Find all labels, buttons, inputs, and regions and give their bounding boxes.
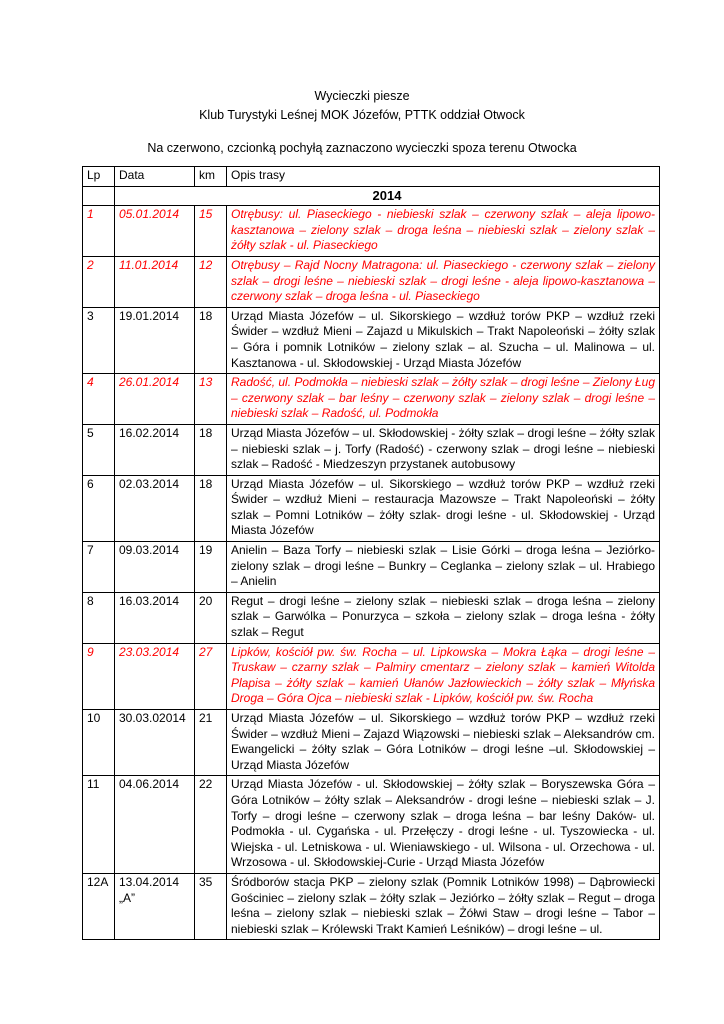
col-header-description: Opis trasy: [227, 167, 660, 187]
row-lp: 8: [83, 592, 115, 643]
table-row: [83, 374, 660, 425]
row-date-value: 02.03.2014: [119, 476, 180, 491]
row-lp: 6: [83, 475, 115, 541]
row-date-value: 19.01.2014: [119, 308, 180, 323]
row-date: [115, 256, 195, 307]
row-lp: 1: [83, 206, 115, 257]
row-date: [115, 424, 195, 475]
row-description: Urząd Miasta Józefów – ul. Sikorskiego – wzdłuż torów PKP – wzdłuż rzeki Świder – wzdłuż Mieni – restauracja Mazowsze – Trakt Napoleoński – żółty szlak – Pomni Lotników – żółty szlak- drogi leśne - ul. Skłodowskiej - Urząd Miasta Józefów: [227, 475, 660, 541]
row-description: Lipków, kościół pw. św. Rocha – ul. Lipkowska – Mokra Łąka – drogi leśne – Truskaw – czarny szlak – Palmiry cmentarz – zielony szlak – kamień Witolda Plapisa – żółty szlak – kamień Ułanów Jazłowieckich – żółty szlak – Młyńska Droga – Góra Ojca – niebieski szlak - Lipków, kościół pw. św. Rocha: [227, 643, 660, 709]
table-row: [83, 475, 660, 541]
row-description: Urząd Miasta Józefów – ul. Skłodowskiej - żółty szlak – drogi leśne – żółty szlak – niebieski szlak – j. Torfy (Radość) - czerwony szlak – drogi leśne – niebieski szlak – Radość - Miedzeszyn przystanek autobusowy: [227, 424, 660, 475]
row-date-value: 09.03.2014: [119, 543, 180, 558]
trips-table: [82, 166, 660, 940]
row-description: Otrębusy: ul. Piaseckiego - niebieski szlak – czerwony szlak – aleja lipowo-kasztanowa – zielony szlak – droga leśna – niebieski szlak – zielony szlak – żółty szlak - ul. Piaseckiego: [227, 206, 660, 257]
row-lp: 12A: [83, 873, 115, 939]
row-date-value: 05.01.2014: [119, 207, 180, 222]
year-label: 2014: [115, 186, 660, 206]
row-date: [115, 307, 195, 373]
document-title: Wycieczki piesze: [314, 89, 410, 103]
row-date-value: 26.01.2014: [119, 375, 180, 390]
row-lp: 9: [83, 643, 115, 709]
row-lp: 3: [83, 307, 115, 373]
year-row: [83, 186, 660, 206]
row-date: [115, 643, 195, 709]
row-km: 27: [195, 643, 227, 709]
row-lp: 5: [83, 424, 115, 475]
row-km: 18: [195, 307, 227, 373]
table-row: [83, 424, 660, 475]
col-header-date: Data: [115, 167, 195, 187]
row-date: [115, 592, 195, 643]
row-lp: 10: [83, 710, 115, 776]
col-header-km: km: [195, 167, 227, 187]
table-row: [83, 256, 660, 307]
club-name: Klub Turystyki Leśnej MOK Józefów, PTTK oddział Otwock: [199, 108, 525, 122]
table-row: [83, 542, 660, 593]
row-date: [115, 542, 195, 593]
table-row: [83, 592, 660, 643]
table-row: [83, 307, 660, 373]
row-description: Śródborów stacja PKP – zielony szlak (Pomnik Lotników 1998) – Dąbrowiecki Gościniec – zielony szlak – żółty szlak – Jeziórko – żółty szlak – Regut – droga leśna – zielony szlak – niebieski szlak – Żółwi Staw – drogi leśne – Tabor – niebieski szlak – Królewski Trakt Kamień Leśników) – drogi leśne – ul.: [227, 873, 660, 939]
row-km: 21: [195, 710, 227, 776]
row-lp: 11: [83, 776, 115, 874]
year-spacer: [83, 186, 115, 206]
row-km: 20: [195, 592, 227, 643]
legend-note: Na czerwono, czcionką pochyłą zaznaczono wycieczki spoza terenu Otwocka: [147, 141, 577, 155]
row-description: Anielin – Baza Torfy – niebieski szlak – Lisie Górki – droga leśna – Jeziórko-zielony szlak – drogi leśne – Bunkry – Ceglanka – zielony szlak – ul. Hrabiego – Anielin: [227, 542, 660, 593]
row-description: Regut – drogi leśne – zielony szlak – niebieski szlak – droga leśna – zielony szlak – Garwólka – Ponurzyca – szkoła – zielony szlak – droga leśna - żółty szlak – Regut: [227, 592, 660, 643]
row-km: 18: [195, 475, 227, 541]
row-date-value: 11.01.2014: [119, 257, 179, 272]
row-date-value: 23.03.2014: [119, 644, 180, 659]
table-header-row: [83, 167, 660, 187]
table-row: [83, 710, 660, 776]
row-date-suffix: „A”: [119, 890, 135, 905]
row-description: Urząd Miasta Józefów – ul. Sikorskiego – wzdłuż torów PKP – wzdłuż rzeki Świder – wzdłuż Mieni – Zajazd u Mikulskich – Trakt Napoleoński – żółty szlak – Góra i pomnik Lotników – zielony szlak – al. Szucha – ul. Malinowa – ul. Kasztanowa - ul. Skłodowskiej - Urząd Miasta Józefów: [227, 307, 660, 373]
row-km: 15: [195, 206, 227, 257]
row-description: Otrębusy – Rajd Nocny Matragona: ul. Piaseckiego - czerwony szlak – zielony szlak – drogi leśne – niebieski szlak – drogi leśne - aleja lipowo-kasztanowa – czerwony szlak – droga leśna - ul. Piaseckiego: [227, 256, 660, 307]
row-description: Radość, ul. Podmokła – niebieski szlak – żółty szlak – drogi leśne – Zielony Ług – czerwony szlak – bar leśny – czerwony szlak – zielony szlak – drogi leśne – niebieski szlak – Radość, ul. Podmokła: [227, 374, 660, 425]
table-row: [83, 873, 660, 939]
row-km: 18: [195, 424, 227, 475]
row-lp: 4: [83, 374, 115, 425]
row-date-value: 16.03.2014: [119, 593, 180, 608]
row-date: [115, 475, 195, 541]
row-km: 19: [195, 542, 227, 593]
row-km: 22: [195, 776, 227, 874]
row-date-value: 13.04.2014: [119, 874, 180, 889]
table-row: [83, 206, 660, 257]
row-date-value: 16.02.2014: [119, 425, 180, 440]
col-header-lp: Lp: [83, 167, 115, 187]
row-date: [115, 374, 195, 425]
row-km: 12: [195, 256, 227, 307]
row-description: Urząd Miasta Józefów - ul. Skłodowskiej – żółty szlak – Boryszewska Góra – Góra Lotników – żółty szlak – Aleksandrów - drogi leśne – niebieski szlak – J. Torfy – drogi leśne – czerwony szlak – droga leśna – bar leśny Daków- ul. Podmokła - ul. Cygańska - ul. Przełęczy - drogi leśne - ul. Tyszowiecka - ul. Wiejska - ul. Letniskowa - ul. Wieniawskiego - ul. Wilsona - ul. Orzechowa - ul. Wrzosowa - ul. Skłodowskiej-Curie - Urząd Miasta Józefów: [227, 776, 660, 874]
row-date-value: 30.03.02014: [119, 711, 186, 725]
row-date: [115, 206, 195, 257]
row-lp: 2: [83, 256, 115, 307]
row-description: Urząd Miasta Józefów – ul. Sikorskiego – wzdłuż torów PKP – wzdłuż rzeki Świder – wzdłuż Mieni – Zajazd Wiązowski – niebieski szlak – Aleksandrów cm. Ewangelicki – żółty szlak – Góra Lotników – drogi leśne –ul. Skłodowskiej – Urząd Miasta Józefów: [227, 710, 660, 776]
row-date: [115, 710, 195, 776]
row-date: [115, 776, 195, 874]
row-date-value: 04.06.2014: [119, 777, 180, 792]
row-lp: 7: [83, 542, 115, 593]
row-date: [115, 873, 195, 939]
table-row: [83, 643, 660, 709]
row-km: 35: [195, 873, 227, 939]
table-row: [83, 776, 660, 874]
row-km: 13: [195, 374, 227, 425]
